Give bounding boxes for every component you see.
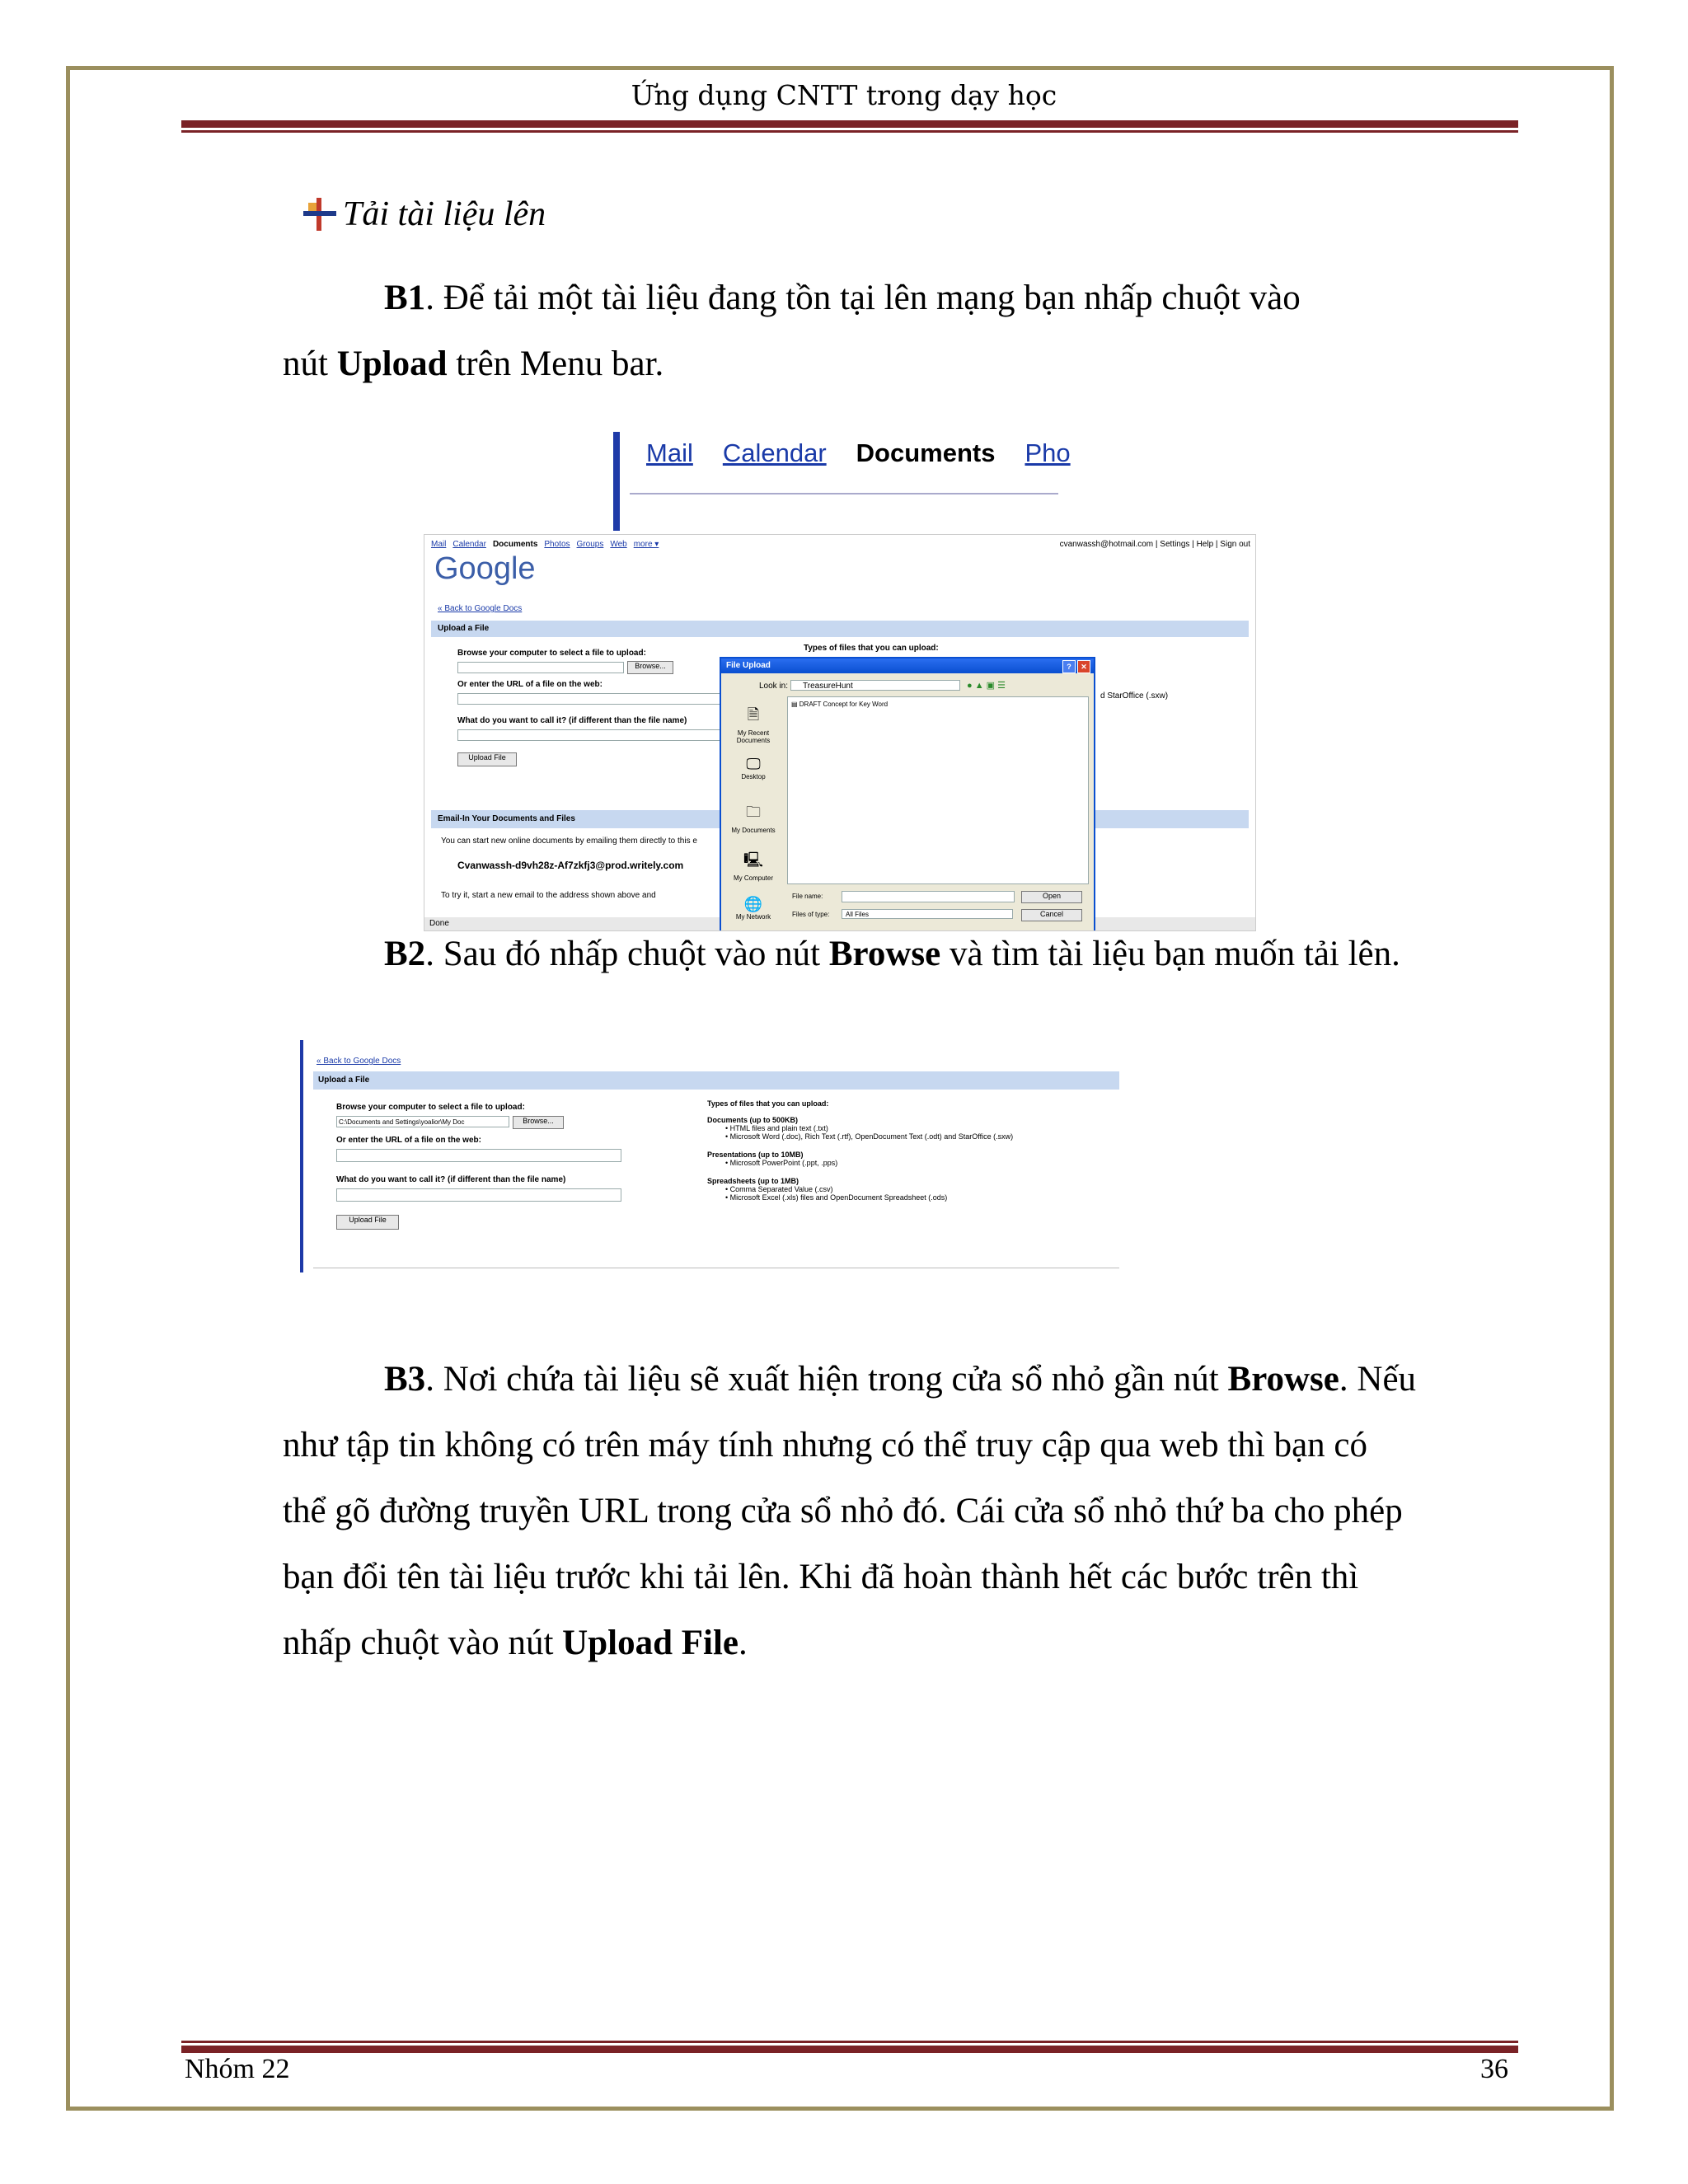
toolbar-icons[interactable]: ● ▲ ▣ ☰ — [967, 681, 1006, 691]
nav-web[interactable]: Web — [610, 540, 627, 549]
name-input-2[interactable] — [336, 1188, 621, 1202]
file-name-input[interactable] — [842, 891, 1015, 902]
cancel-button[interactable]: Cancel — [1021, 909, 1082, 921]
file-name-label: File name: — [792, 893, 823, 900]
section-title: Tải tài liệu lên — [343, 195, 546, 233]
file-types-list — [707, 1099, 1013, 1202]
b1-line1: B1. Để tải một tài liệu đang tồn tại lên mạng bạn nhấp chuột vào — [384, 279, 1301, 317]
url-label-2: Or enter the URL of a file on the web: — [336, 1136, 481, 1145]
browse-path-input[interactable] — [457, 662, 624, 673]
upload-file-button-2[interactable]: Upload File — [336, 1215, 399, 1230]
file-type-label: Files of type: — [792, 911, 830, 918]
network-icon: 🌐 — [743, 896, 763, 912]
nav-documents: Documents — [492, 540, 538, 549]
group-item: • Comma Separated Value (.csv) — [725, 1185, 833, 1193]
nav-calendar[interactable]: Calendar — [452, 540, 486, 549]
staroffice-text: d StarOffice (.sxw) — [1100, 691, 1169, 701]
name-input[interactable] — [457, 729, 723, 741]
email-in-text: You can start new online documents by emailing them directly to this e — [441, 837, 697, 846]
place-my-computer[interactable]: 🖳 My Computer — [724, 850, 782, 882]
file-type-select[interactable]: All Files — [842, 909, 1013, 919]
types-label: Types of files that you can upload: — [804, 644, 939, 653]
file-item[interactable]: ▤ DRAFT Concept for Key Word — [791, 701, 889, 708]
b3-line5: nhấp chuột vào nút Upload File. — [283, 1624, 748, 1662]
group-item: • Microsoft PowerPoint (.ppt, .pps) — [725, 1159, 838, 1167]
bullet-cross-icon — [302, 196, 338, 232]
try-it-text: To try it, start a new email to the address shown above and — [441, 891, 656, 900]
status-bar: Done — [424, 917, 1255, 930]
nav-mail[interactable]: Mail — [431, 540, 447, 549]
recent-documents-icon: 🗎 — [747, 706, 760, 723]
group-item: • Microsoft Word (.doc), Rich Text (.rtf), OpenDocument Text (.odt) and StarOffice (.sxw) — [725, 1132, 1014, 1141]
nav-more[interactable]: more ▾ — [633, 540, 659, 549]
file-list[interactable] — [787, 696, 1089, 884]
header-rule — [181, 120, 1518, 133]
name-label: What do you want to call it? (if different than the file name) — [457, 716, 687, 725]
help-icon[interactable]: ? — [1062, 660, 1076, 673]
google-logo: Google — [434, 551, 536, 586]
upload-title-bar-2: Upload a File — [313, 1071, 1119, 1090]
upload-title-bar: Upload a File — [431, 621, 1249, 637]
footer-group: Nhóm 22 — [185, 2054, 290, 2084]
types-title: Types of files that you can upload: — [707, 1099, 829, 1108]
folder-icon: 🗀 — [746, 804, 761, 820]
email-in-title-bar: Email-In Your Documents and Files — [431, 810, 1249, 828]
b2-paragraph: B2. Sau đó nhấp chuột vào nút Browse và tìm tài liệu bạn muốn tải lên. — [384, 935, 1400, 973]
section-heading — [302, 194, 546, 234]
top-nav — [431, 540, 659, 549]
upload-screenshot-1 — [424, 534, 1256, 931]
group-item: • Microsoft Excel (.xls) files and OpenDocument Spreadsheet (.ods) — [725, 1193, 948, 1202]
browse-label-2: Browse your computer to select a file to upload: — [336, 1103, 525, 1112]
browse-path-input-2[interactable]: C:\Documents and Settings\yoalior\My Doc — [336, 1116, 509, 1127]
group-presentations-title: Presentations (up to 10MB) — [707, 1151, 804, 1159]
account-links[interactable]: cvanwassh@hotmail.com | Settings | Help | Sign out — [1059, 540, 1250, 549]
look-in-select[interactable]: TreasureHunt — [790, 680, 960, 691]
desktop-icon: 🖵 — [746, 756, 761, 772]
zoom-calendar-link[interactable]: Calendar — [722, 438, 827, 467]
footer-rule — [181, 2041, 1518, 2053]
browse-button[interactable]: Browse... — [627, 661, 673, 674]
zoom-documents-label: Documents — [856, 438, 996, 467]
url-label: Or enter the URL of a file on the web: — [457, 680, 603, 689]
b3-line3: thể gõ đường truyền URL trong cửa sổ nhỏ đó. Cái cửa sổ nhỏ thứ ba cho phép — [283, 1492, 1403, 1530]
url-input[interactable] — [457, 693, 723, 705]
b3-line1: B3. Nơi chứa tài liệu sẽ xuất hiện trong cửa sổ nhỏ gần nút Browse. Nếu — [384, 1360, 1417, 1399]
back-to-docs-link[interactable]: « Back to Google Docs — [438, 604, 523, 613]
b3-line2: như tập tin không có trên máy tính nhưng có thể truy cập qua web thì bạn có — [283, 1426, 1367, 1465]
zoomed-nav-image — [613, 432, 1075, 531]
look-in-label: Look in: — [759, 682, 789, 691]
group-spreadsheets-title: Spreadsheets (up to 1MB) — [707, 1177, 799, 1185]
zoom-photos-link[interactable]: Pho — [1025, 438, 1071, 467]
nav-groups[interactable]: Groups — [576, 540, 604, 549]
b1-line2: nút Upload trên Menu bar. — [283, 344, 664, 383]
url-input-2[interactable] — [336, 1149, 621, 1162]
browse-label: Browse your computer to select a file to upload: — [457, 649, 646, 658]
group-item: • HTML files and plain text (.txt) — [725, 1124, 828, 1132]
upload-screenshot-2 — [300, 1040, 1123, 1272]
page-number: 36 — [1480, 2054, 1508, 2084]
running-header: Ứng dụng CNTT trong dạy học — [631, 79, 1057, 111]
place-desktop[interactable]: 🖵 Desktop — [724, 756, 782, 780]
zoom-mail-link[interactable]: Mail — [646, 438, 693, 467]
nav-photos[interactable]: Photos — [544, 540, 570, 549]
computer-icon: 🖳 — [743, 851, 763, 868]
place-my-documents[interactable]: 🗀 My Documents — [724, 802, 782, 834]
file-upload-dialog — [720, 657, 1095, 931]
upload-file-button[interactable]: Upload File — [457, 752, 517, 766]
place-my-network[interactable]: 🌐 My Network — [724, 896, 782, 921]
dialog-title-bar: File Upload ? ✕ — [721, 658, 1094, 673]
close-icon[interactable]: ✕ — [1077, 660, 1090, 673]
back-to-docs-link-2[interactable]: « Back to Google Docs — [316, 1057, 401, 1066]
group-documents-title: Documents (up to 500KB) — [707, 1116, 799, 1124]
open-button[interactable]: Open — [1021, 891, 1082, 903]
email-in-address: Cvanwassh-d9vh28z-Af7zkfj3@prod.writely.com — [457, 860, 684, 871]
name-label-2: What do you want to call it? (if different than the file name) — [336, 1175, 566, 1184]
b3-line4: bạn đổi tên tài liệu trước khi tải lên. Khi đã hoàn thành hết các bước trên thì — [283, 1558, 1359, 1596]
places-bar — [724, 698, 782, 927]
place-recent[interactable]: 🗎 My Recent Documents — [724, 705, 782, 744]
browse-button-2[interactable]: Browse... — [513, 1116, 564, 1129]
